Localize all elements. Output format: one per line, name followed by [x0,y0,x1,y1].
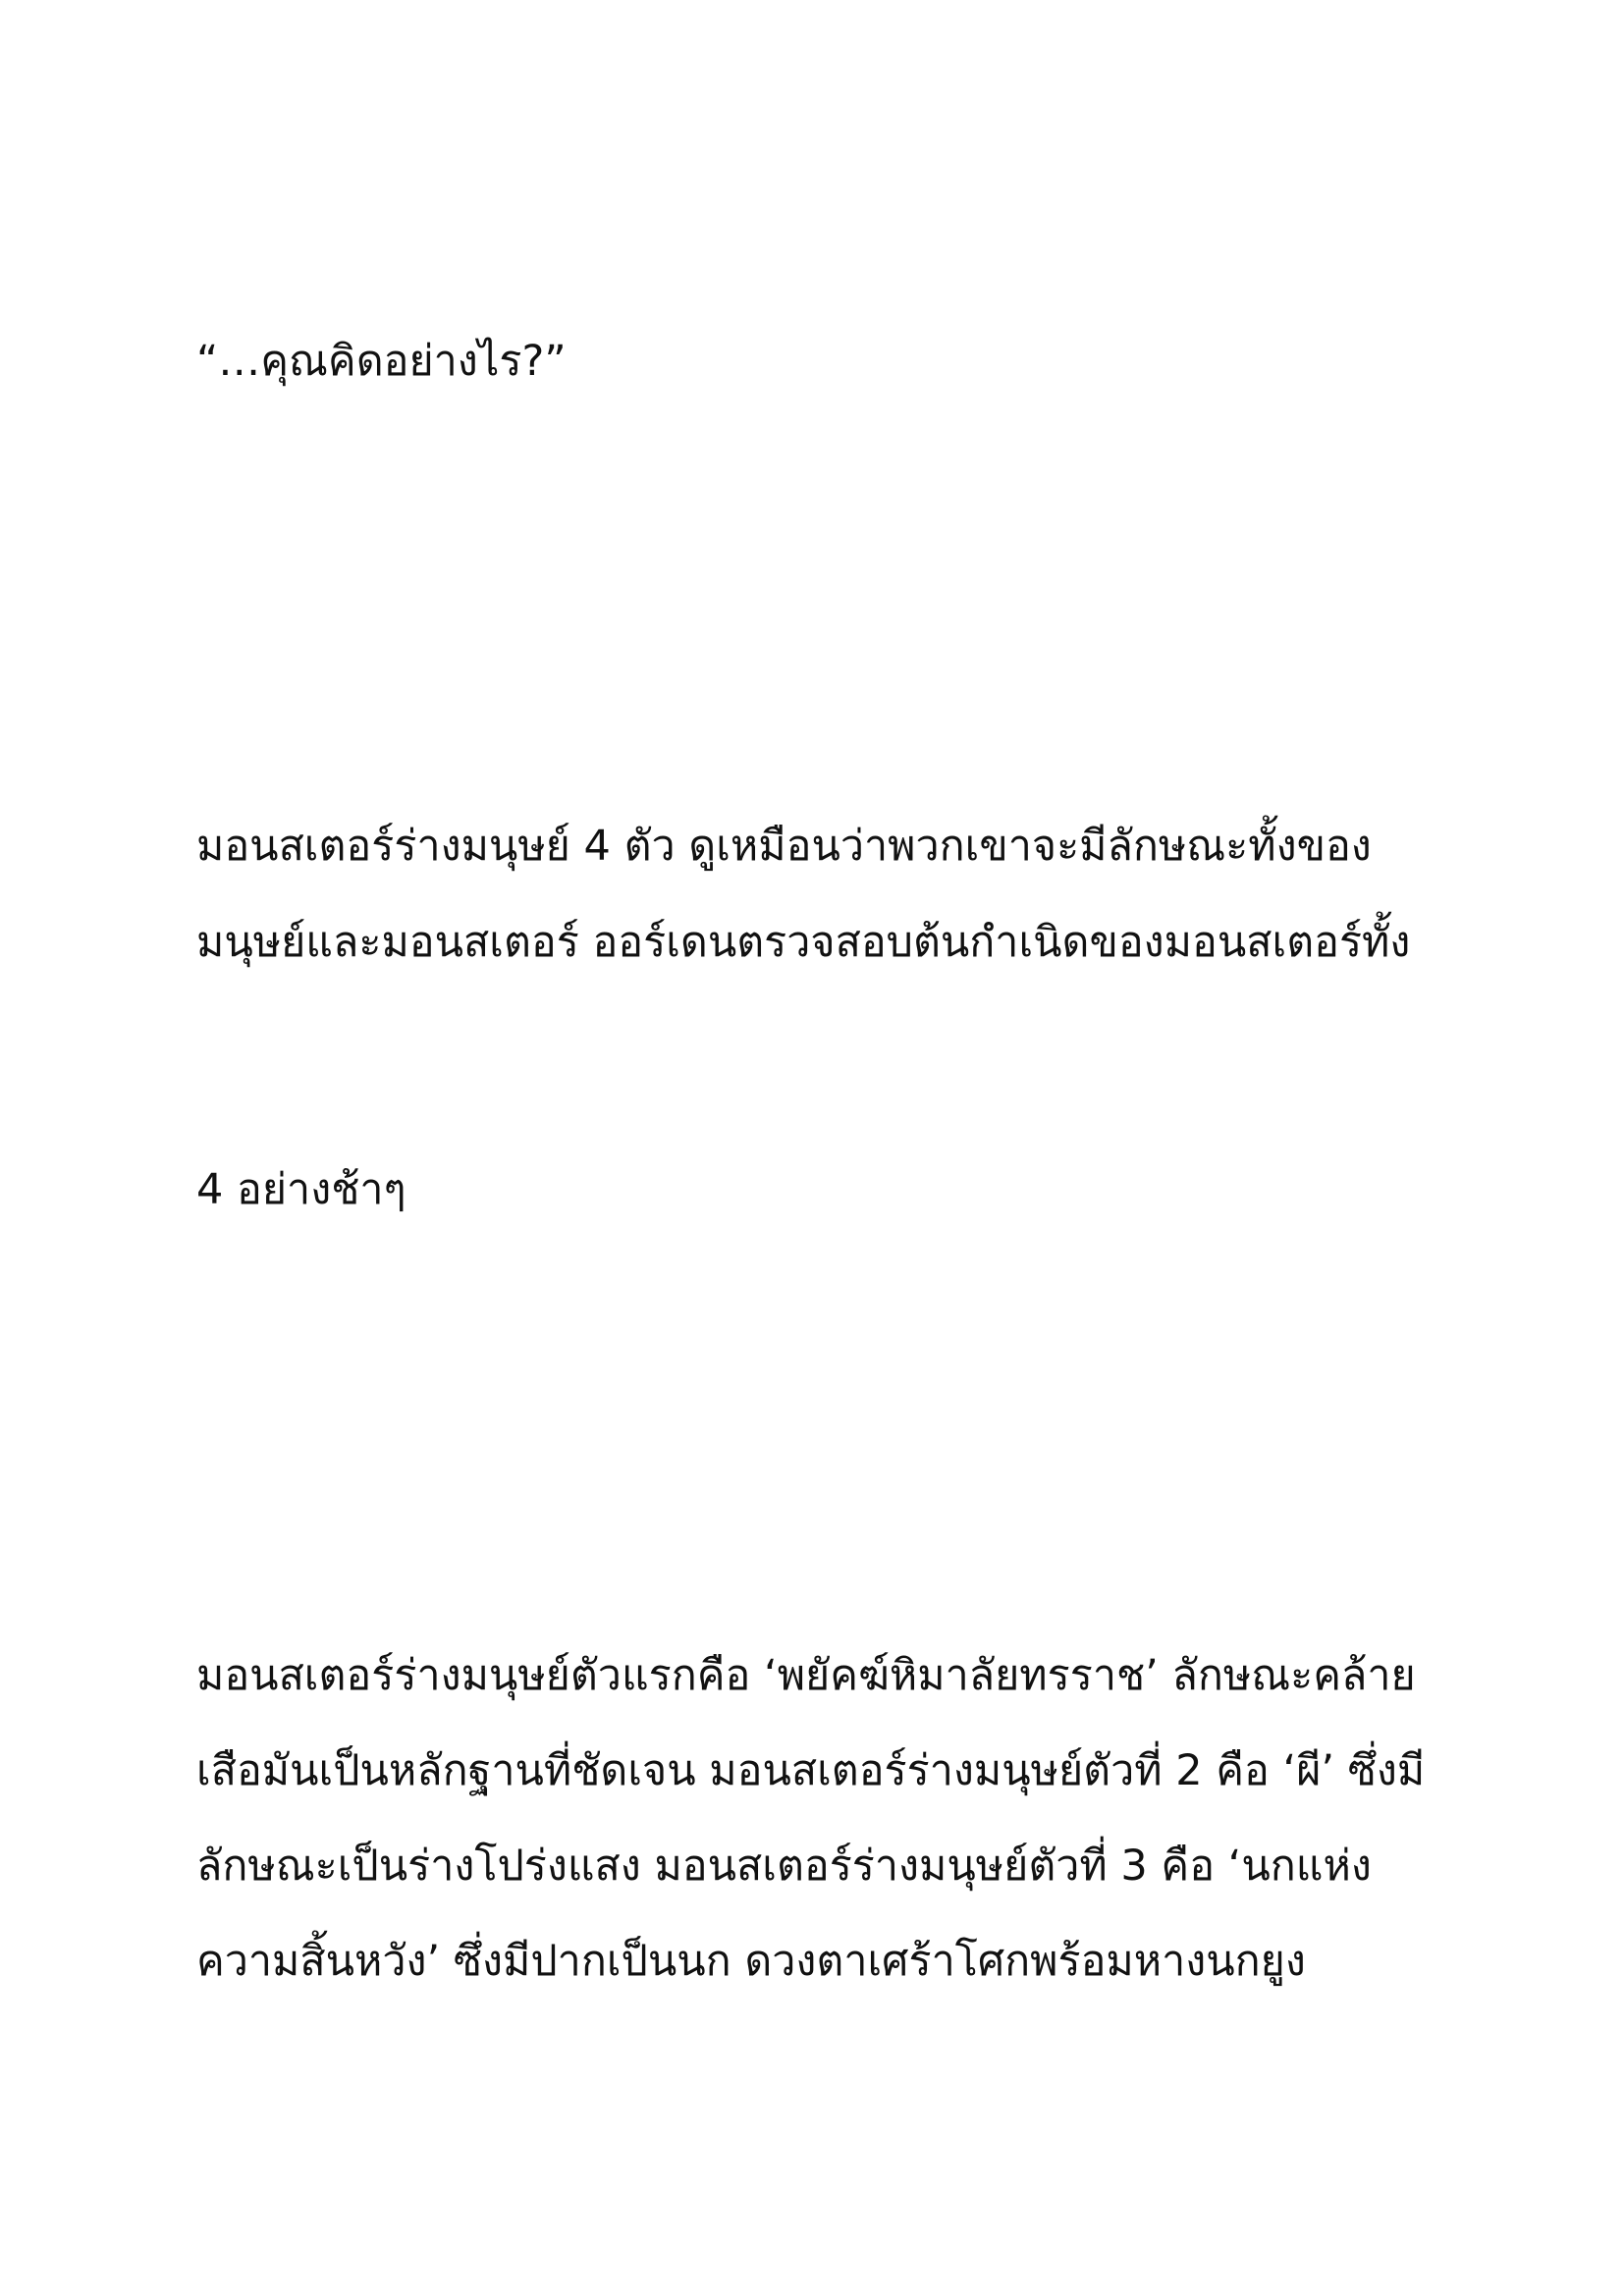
paragraph-3-line-1: 4 อย่างช้าๆ [196,1165,406,1214]
paragraph-4-line-3: ลักษณะเป็นร่างโปร่งแสง มอนสเตอร์ร่างมนุษย์ตัวที่ 3 คือ ‘นกแห่ง [196,1842,1372,1891]
paragraph-4-line-1: มอนสเตอร์ร่างมนุษย์ตัวแรกคือ ‘พยัคฆ์หิมาลัยทรราช’ ลักษณะคล้าย [196,1651,1416,1700]
paragraph-4-line-4: ความสิ้นหวัง’ ซึ่งมีปากเป็นนก ดวงตาเศร้าโศกพร้อมหางนกยูง [196,1937,1306,1986]
paragraph-2-line-2: มนุษย์และมอนสเตอร์ ออร์เดนตรวจสอบต้นกำเนิดของมอนสเตอร์ทั้ง [196,918,1411,967]
paragraph-4-line-2: เสือมันเป็นหลักฐานที่ชัดเจน มอนสเตอร์ร่างมนุษย์ตัวที่ 2 คือ ‘ผี’ ซึ่งมี [196,1746,1426,1795]
paragraph-2-line-1: มอนสเตอร์ร่างมนุษย์ 4 ตัว ดูเหมือนว่าพวกเขาจะมีลักษณะทั้งของ [196,822,1372,871]
dialogue-line: “…คุณคิดอย่างไร?” [196,337,567,386]
